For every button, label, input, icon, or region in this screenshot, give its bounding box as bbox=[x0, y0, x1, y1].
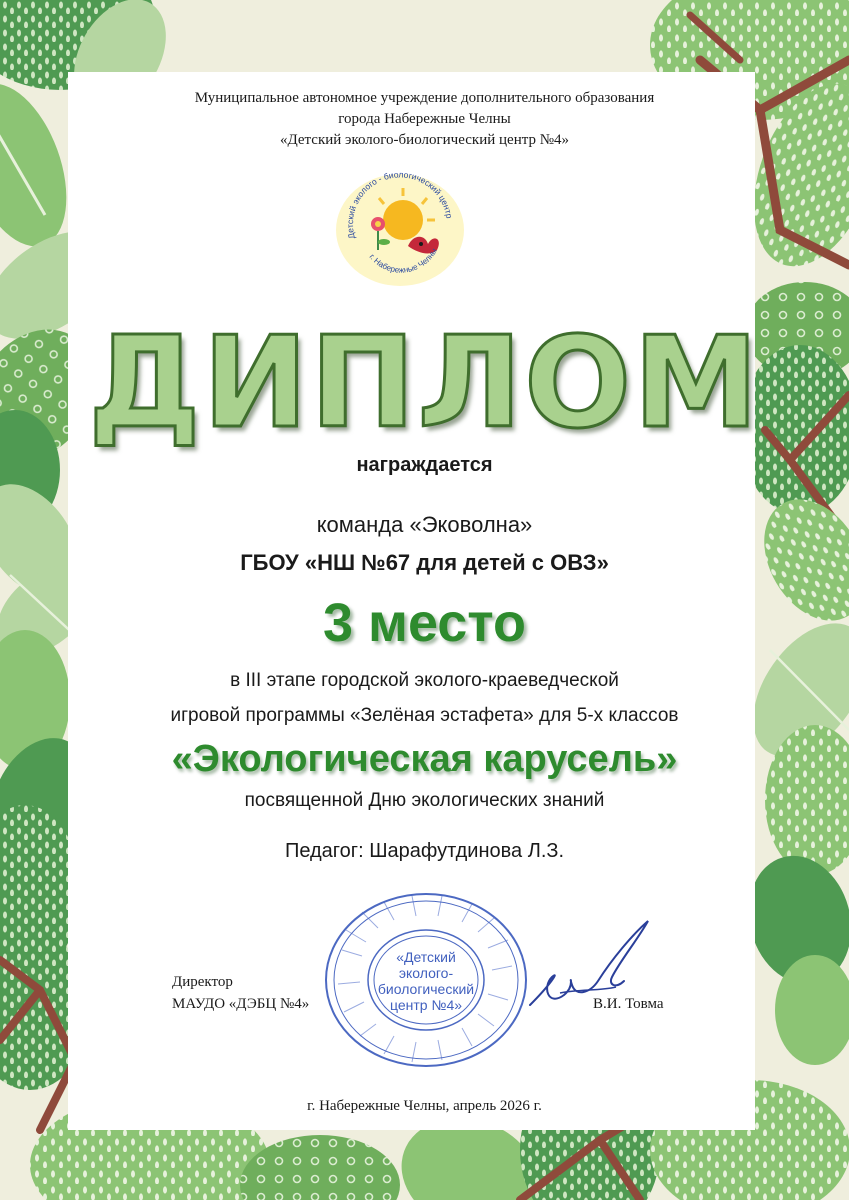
organization-line-3: «Детский эколого-биологический центр №4» bbox=[279, 132, 570, 148]
logo-city-text: г. Набережные Челны bbox=[367, 246, 439, 275]
director-label: Директор bbox=[172, 974, 233, 990]
organization-line-1: Муниципальное автономное учреждение дополнительного образования bbox=[194, 90, 655, 106]
stage-description-line-1: в III этапе городской эколого-краеведческой bbox=[230, 670, 619, 691]
event-name: «Экологическая карусель» bbox=[171, 738, 678, 780]
organization-abbreviation: МАУДО «ДЭБЦ №4» bbox=[172, 996, 310, 1012]
place-award: 3 место bbox=[322, 593, 527, 653]
awarded-label: награждается bbox=[356, 454, 493, 476]
stamp-text-line-4: центр №4» bbox=[389, 997, 463, 1013]
stamp-text-line-2: эколого- bbox=[398, 965, 454, 981]
center-logo-emblem bbox=[333, 168, 467, 288]
stamp-text-line-1: «Детский bbox=[396, 949, 456, 965]
stage-description-line-2: игровой программы «Зелёная эстафета» для 5-х классов bbox=[170, 705, 679, 726]
team-name: команда «Эковолна» bbox=[316, 512, 533, 537]
school-name: ГБОУ «НШ №67 для детей с ОВЗ» bbox=[240, 550, 609, 575]
organization-line-2: города Набережные Челны bbox=[338, 111, 511, 127]
diploma-title: ДИПЛОМ bbox=[88, 309, 761, 456]
director-name: В.И. Товма bbox=[593, 996, 664, 1012]
dedication-text: посвященной Дню экологических знаний bbox=[244, 790, 605, 811]
teacher-name: Педагог: Шарафутдинова Л.З. bbox=[284, 840, 565, 862]
footer-place-date: г. Набережные Челны, апрель 2026 г. bbox=[307, 1098, 542, 1114]
stamp-text-line-3: биологический bbox=[377, 981, 475, 997]
logo-ring-text: Детский эколого - биологический центр bbox=[344, 169, 455, 240]
official-stamp bbox=[322, 890, 530, 1070]
